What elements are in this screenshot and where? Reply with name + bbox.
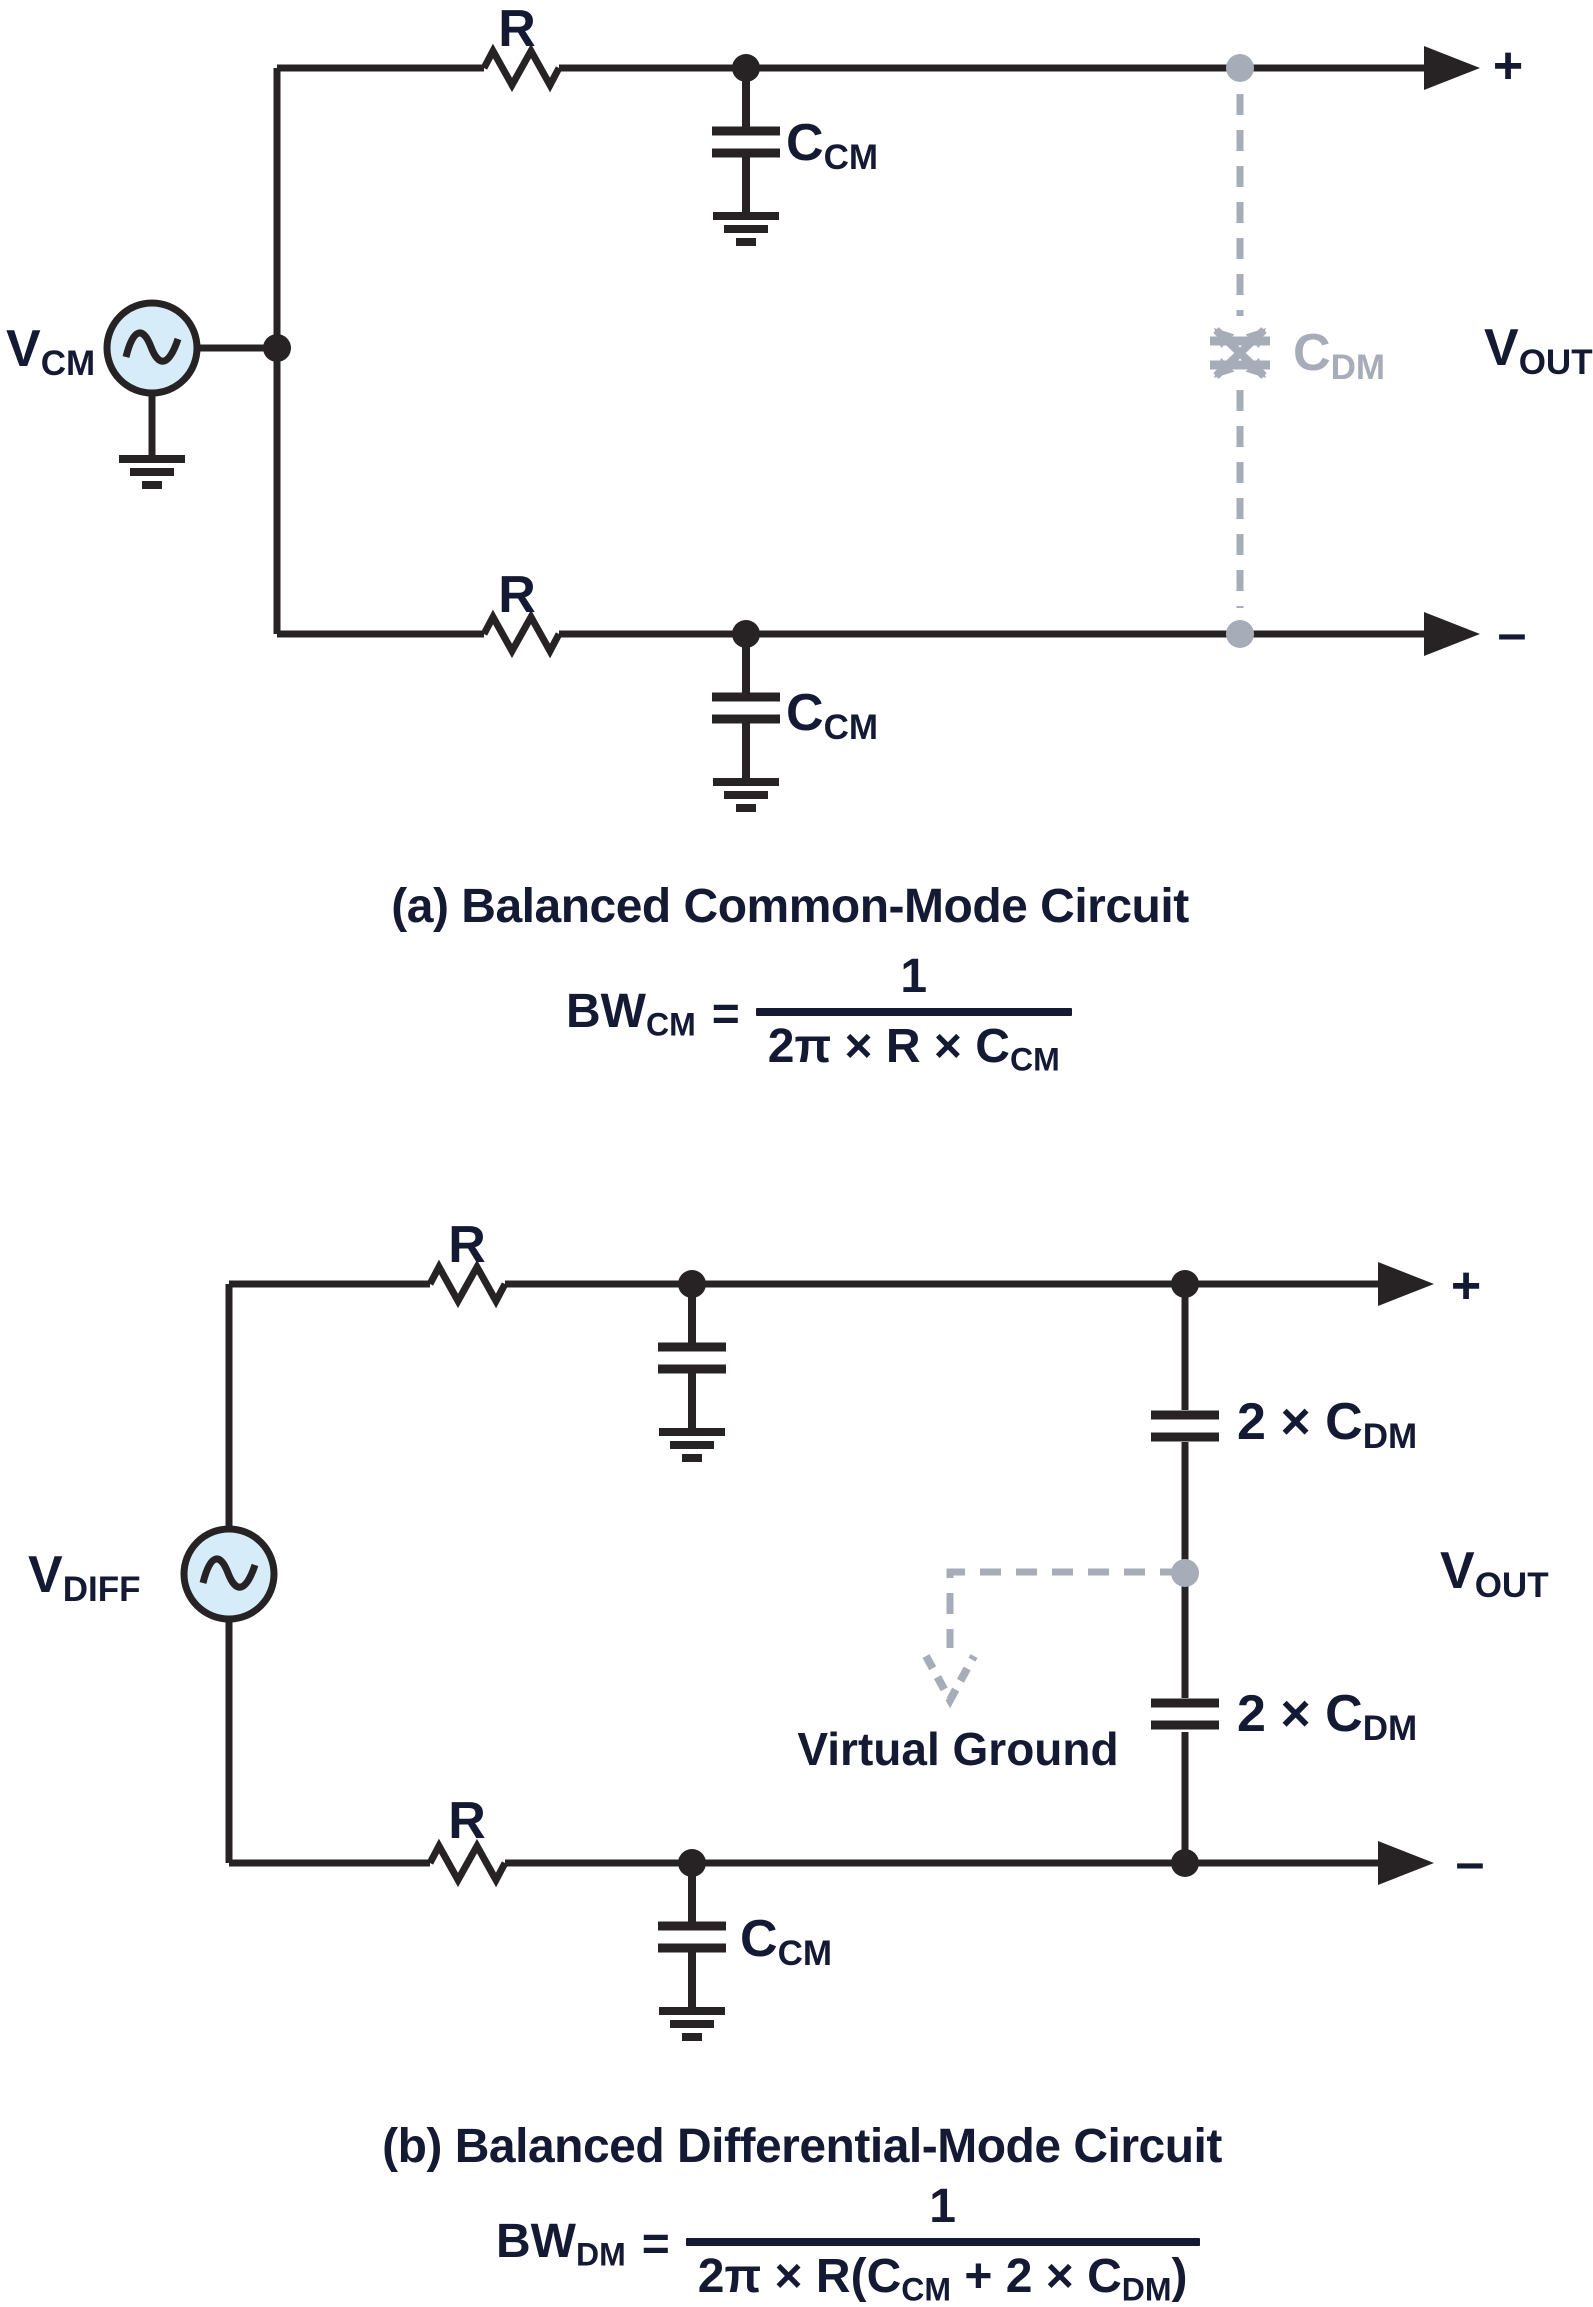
vdiff-source [184, 1529, 274, 1619]
fraction-bar [756, 1008, 1072, 1016]
capacitor-2cdm-top-plates [1151, 1415, 1219, 1437]
arrowhead-minus-b [1378, 1841, 1434, 1885]
source-label-b: $V_{DIFF}$ [28, 1546, 141, 1610]
ground-icon [119, 459, 185, 485]
formula-b: $BW_{DM}$ = 1 $2\pi \times R(C_{CM} + 2 \times C_{DM})$ [496, 2182, 1200, 2307]
virtual-ground-pointer [926, 1572, 1181, 1700]
junction-dot [263, 334, 291, 362]
cap-label-bottom-b: $C_{CM}$ [740, 1910, 832, 1974]
arrowhead-plus-a [1424, 46, 1480, 90]
vcm-source [107, 303, 277, 485]
fraction-bar [686, 2238, 1200, 2246]
resistor-symbol-bottom-b [430, 1846, 505, 1880]
resistor-label-bottom-b: R [448, 1792, 486, 1850]
minus-sign-a: – [1497, 605, 1527, 663]
resistor-label-top-a: R [498, 0, 536, 58]
cdm-label-bottom-b: $2 \times C_{DM}$ [1237, 1685, 1418, 1749]
resistor-label-top-b: R [448, 1216, 486, 1274]
capacitor-ccm-bottom-a [712, 634, 780, 808]
plus-sign-a: + [1492, 37, 1524, 95]
capacitor-2cdm-bottom-plates [1151, 1703, 1219, 1725]
formula-a: $BW_{CM}$ = 1 $2\pi \times R \times C_{CM}$ [566, 952, 1072, 1077]
capacitor-ccm-top-a [712, 68, 780, 242]
plus-sign-b: + [1450, 1257, 1482, 1315]
junction-dot [732, 620, 760, 648]
cdm-dashed-branch [1210, 94, 1270, 608]
cdm-label-top-b: $2 \times C_{DM}$ [1237, 1393, 1418, 1457]
ground-icon [659, 1432, 725, 1458]
junction-dot [1171, 1270, 1199, 1298]
virtual-ground-label: Virtual Ground [797, 1723, 1119, 1775]
title-b: (b) Balanced Differential-Mode Circuit [382, 2120, 1222, 2173]
junction-dot [678, 1270, 706, 1298]
junction-dot [1171, 1849, 1199, 1877]
minus-sign-b: – [1455, 1834, 1485, 1892]
title-a: (a) Balanced Common-Mode Circuit [391, 880, 1189, 933]
ground-icon [713, 782, 779, 808]
cap-label-top-a: $C_{CM}$ [786, 114, 878, 178]
cap-label-bottom-a: $C_{CM}$ [786, 684, 878, 748]
arrowhead-minus-a [1424, 612, 1480, 656]
ground-icon [659, 2011, 725, 2037]
arrowhead-plus-b [1378, 1262, 1434, 1306]
capacitor-ccm-b [658, 1863, 726, 2037]
vout-label-b: $V_{OUT}$ [1440, 1542, 1549, 1606]
dashed-line [950, 1572, 1181, 1648]
source-label-a: $V_{CM}$ [6, 320, 96, 384]
junction-dot [732, 54, 760, 82]
vout-label-a: $V_{OUT}$ [1484, 319, 1593, 383]
gray-node-dot [1171, 1559, 1199, 1587]
gray-node-dot [1226, 54, 1254, 82]
ground-icon [713, 216, 779, 242]
junction-dot [678, 1849, 706, 1877]
dashed-arrowhead-icon [926, 1656, 974, 1700]
cdm-label-a: $C_{DM}$ [1293, 324, 1385, 388]
gray-node-dot [1226, 620, 1254, 648]
capacitor-top-b [658, 1284, 726, 1458]
resistor-label-bottom-a: R [498, 566, 536, 624]
